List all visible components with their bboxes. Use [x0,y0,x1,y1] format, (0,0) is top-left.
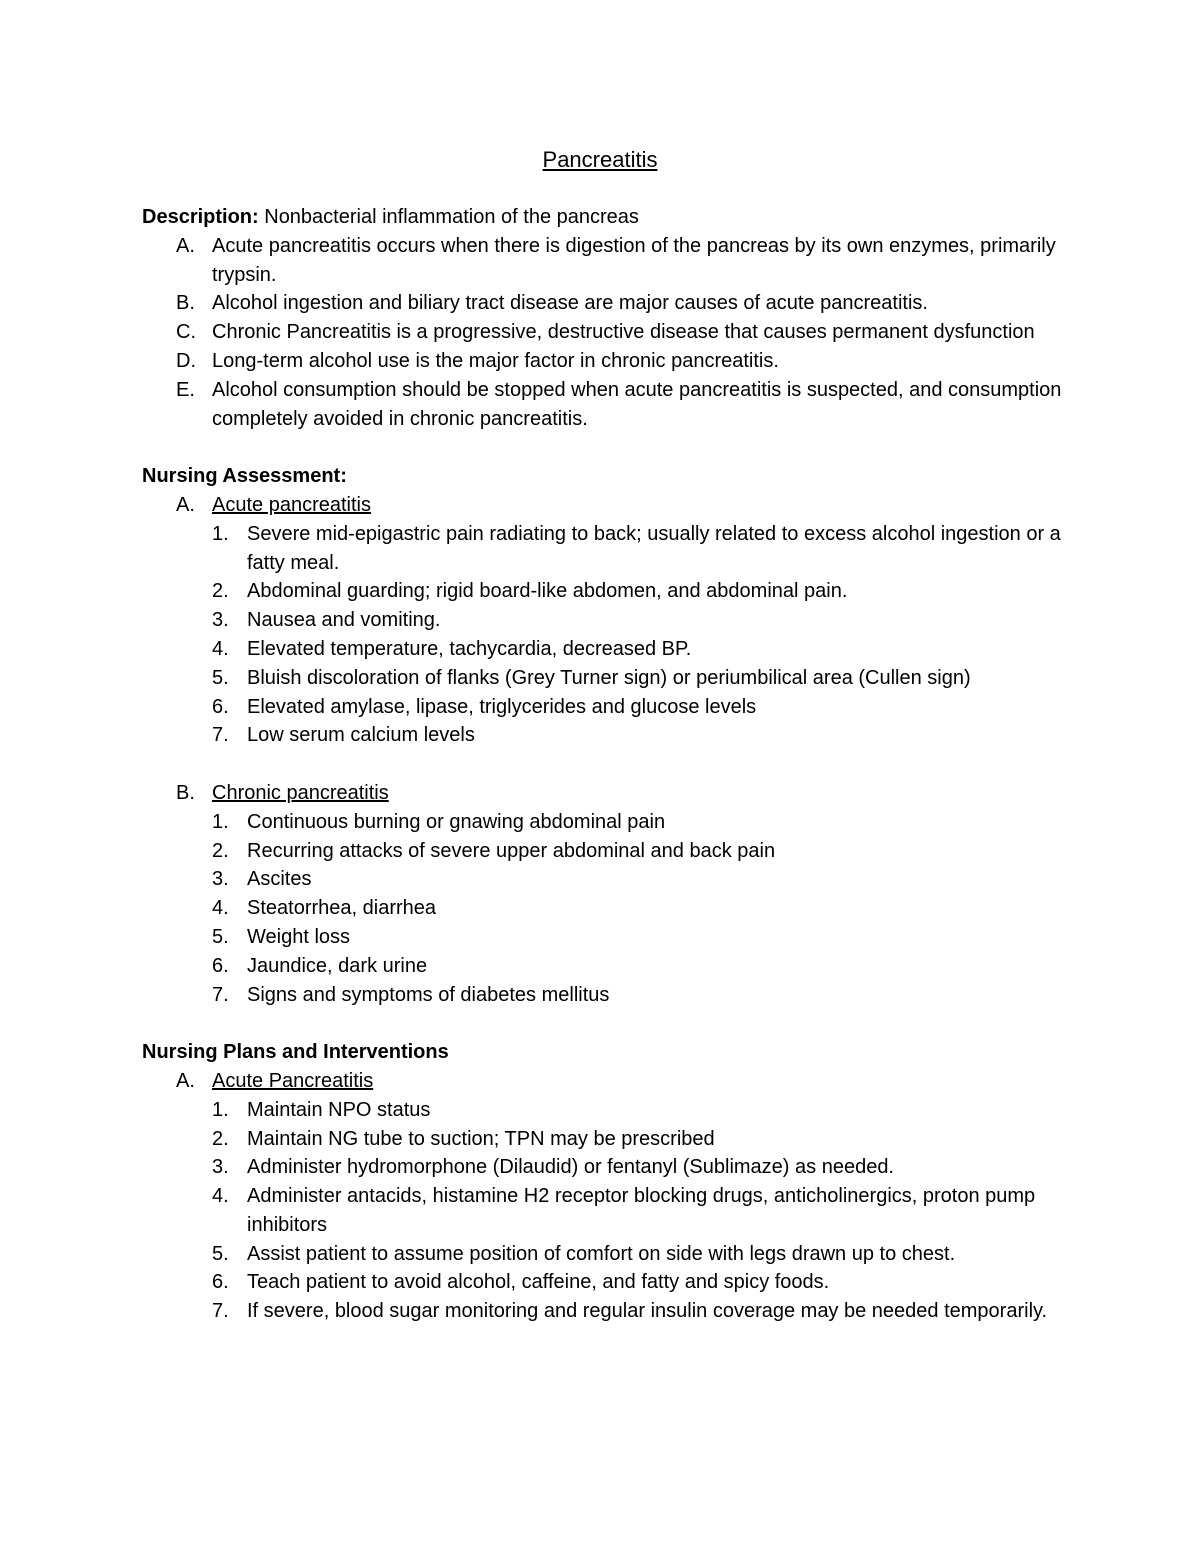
assessment-acute-item [142,693,1062,722]
list-item-text: Assist patient to assume position of comfort on side with legs drawn up to chest. [247,1242,956,1265]
assessment-acute-item [142,577,1062,606]
list-item-text: Abdominal guarding; rigid board-like abdomen, and abdominal pain. [247,580,848,603]
assessment-heading: Nursing Assessment: [142,465,347,488]
description-list [142,232,1062,434]
interventions-acute-item [142,1182,1062,1240]
list-item-text: Administer hydromorphone (Dilaudid) or fentanyl (Sublimaze) as needed. [247,1156,894,1179]
description-item [142,232,1062,290]
subheading-label: Acute Pancreatitis [212,1069,374,1092]
list-marker: A. [176,234,195,257]
list-marker: C. [176,321,196,344]
list-item-text: Steatorrhea, diarrhea [247,897,437,920]
list-marker: B. [176,781,195,804]
list-item-text: Acute pancreatitis occurs when there is digestion of the pancreas by its own enzymes, primarily trypsin. [212,234,1056,286]
assessment-acute-item [142,721,1062,750]
assessment-acute-item [142,664,1062,693]
document-body [142,203,1062,1326]
description-item [142,376,1062,434]
interventions-acute-item [142,1268,1062,1297]
description-line [142,203,1062,232]
list-marker: B. [176,292,195,315]
list-marker: 5. [212,925,229,948]
list-item-text: Signs and symptoms of diabetes mellitus [247,983,610,1006]
list-item-text: Elevated amylase, lipase, triglycerides and glucose levels [247,695,757,718]
list-marker: A. [176,1069,195,1092]
list-marker: 4. [212,1185,229,1208]
interventions-acute-item [142,1297,1062,1326]
list-item-text: Chronic Pancreatitis is a progressive, destructive disease that causes permanent dysfunction [212,321,1035,344]
interventions-acute-subheading [142,1067,1062,1096]
list-marker: 1. [212,1098,229,1121]
assessment-chronic-item [142,837,1062,866]
assessment-chronic-item [142,808,1062,837]
list-item-text: Low serum calcium levels [247,724,475,747]
interventions-acute-item [142,1153,1062,1182]
list-marker: 6. [212,1271,229,1294]
list-marker: 4. [212,637,229,660]
list-item-text: Long-term alcohol use is the major factor in chronic pancreatitis. [212,349,779,372]
assessment-chronic-item [142,894,1062,923]
assessment-chronic-item [142,923,1062,952]
list-marker: 3. [212,1156,229,1179]
list-item-text: Bluish discoloration of flanks (Grey Turner sign) or periumbilical area (Cullen sign) [247,666,971,689]
assessment-chronic-list [142,808,1062,1010]
list-marker: E. [176,378,195,401]
list-item-text: Jaundice, dark urine [247,954,428,977]
list-marker: 5. [212,1242,229,1265]
interventions-acute-item [142,1240,1062,1269]
list-item-text: Weight loss [247,925,351,948]
page-title: Pancreatitis [542,147,658,172]
assessment-acute-subheading [142,491,1062,520]
list-marker: 6. [212,954,229,977]
interventions-heading: Nursing Plans and Interventions [142,1041,449,1064]
list-marker: 3. [212,609,229,632]
list-item-text: Recurring attacks of severe upper abdominal and back pain [247,839,776,862]
list-marker: A. [176,493,195,516]
interventions-acute-list [142,1096,1062,1326]
list-marker: 1. [212,522,229,545]
subheading-label: Acute pancreatitis [212,493,371,516]
list-item-text: Ascites [247,868,312,891]
list-marker: 4. [212,897,229,920]
assessment-acute-list [142,520,1062,750]
assessment-acute-item [142,635,1062,664]
description-label: Description: [142,206,259,228]
list-marker: 2. [212,1127,229,1150]
description-item [142,347,1062,376]
interventions-acute-item [142,1096,1062,1125]
assessment-acute-item [142,606,1062,635]
assessment-chronic-item [142,865,1062,894]
list-marker: D. [176,349,196,372]
list-item-text: Elevated temperature, tachycardia, decreased BP. [247,637,692,660]
list-item-text: Severe mid-epigastric pain radiating to back; usually related to excess alcohol ingestion or a fatty meal. [247,522,1061,574]
assessment-acute-item [142,520,1062,578]
list-marker: 7. [212,983,229,1006]
list-item-text: Alcohol ingestion and biliary tract disease are major causes of acute pancreatitis. [212,292,928,315]
list-marker: 7. [212,1300,229,1323]
list-item-text: Alcohol consumption should be stopped when acute pancreatitis is suspected, and consumption completely avoided in chronic pancreatitis. [212,378,1062,430]
list-item-text: Nausea and vomiting. [247,609,441,632]
assessment-chronic-subheading [142,779,1062,808]
list-marker: 3. [212,868,229,891]
description-text: Nonbacterial inflammation of the pancreas [258,206,639,228]
list-marker: 2. [212,580,229,603]
list-item-text: Maintain NG tube to suction; TPN may be prescribed [247,1127,715,1150]
list-marker: 6. [212,695,229,718]
assessment-chronic-item [142,952,1062,981]
list-marker: 7. [212,724,229,747]
subheading-label: Chronic pancreatitis [212,781,389,804]
list-marker: 1. [212,810,229,833]
list-marker: 5. [212,666,229,689]
description-item [142,318,1062,347]
list-item-text: Administer antacids, histamine H2 receptor blocking drugs, anticholinergics, proton pump inhibitors [247,1185,1036,1236]
interventions-acute-item [142,1125,1062,1154]
list-marker: 2. [212,839,229,862]
list-item-text: If severe, blood sugar monitoring and regular insulin coverage may be needed temporarily. [247,1300,1048,1323]
list-item-text: Continuous burning or gnawing abdominal pain [247,810,666,833]
assessment-chronic-item [142,981,1062,1010]
list-item-text: Maintain NPO status [247,1098,431,1121]
description-item [142,289,1062,318]
list-item-text: Teach patient to avoid alcohol, caffeine, and fatty and spicy foods. [247,1271,830,1294]
